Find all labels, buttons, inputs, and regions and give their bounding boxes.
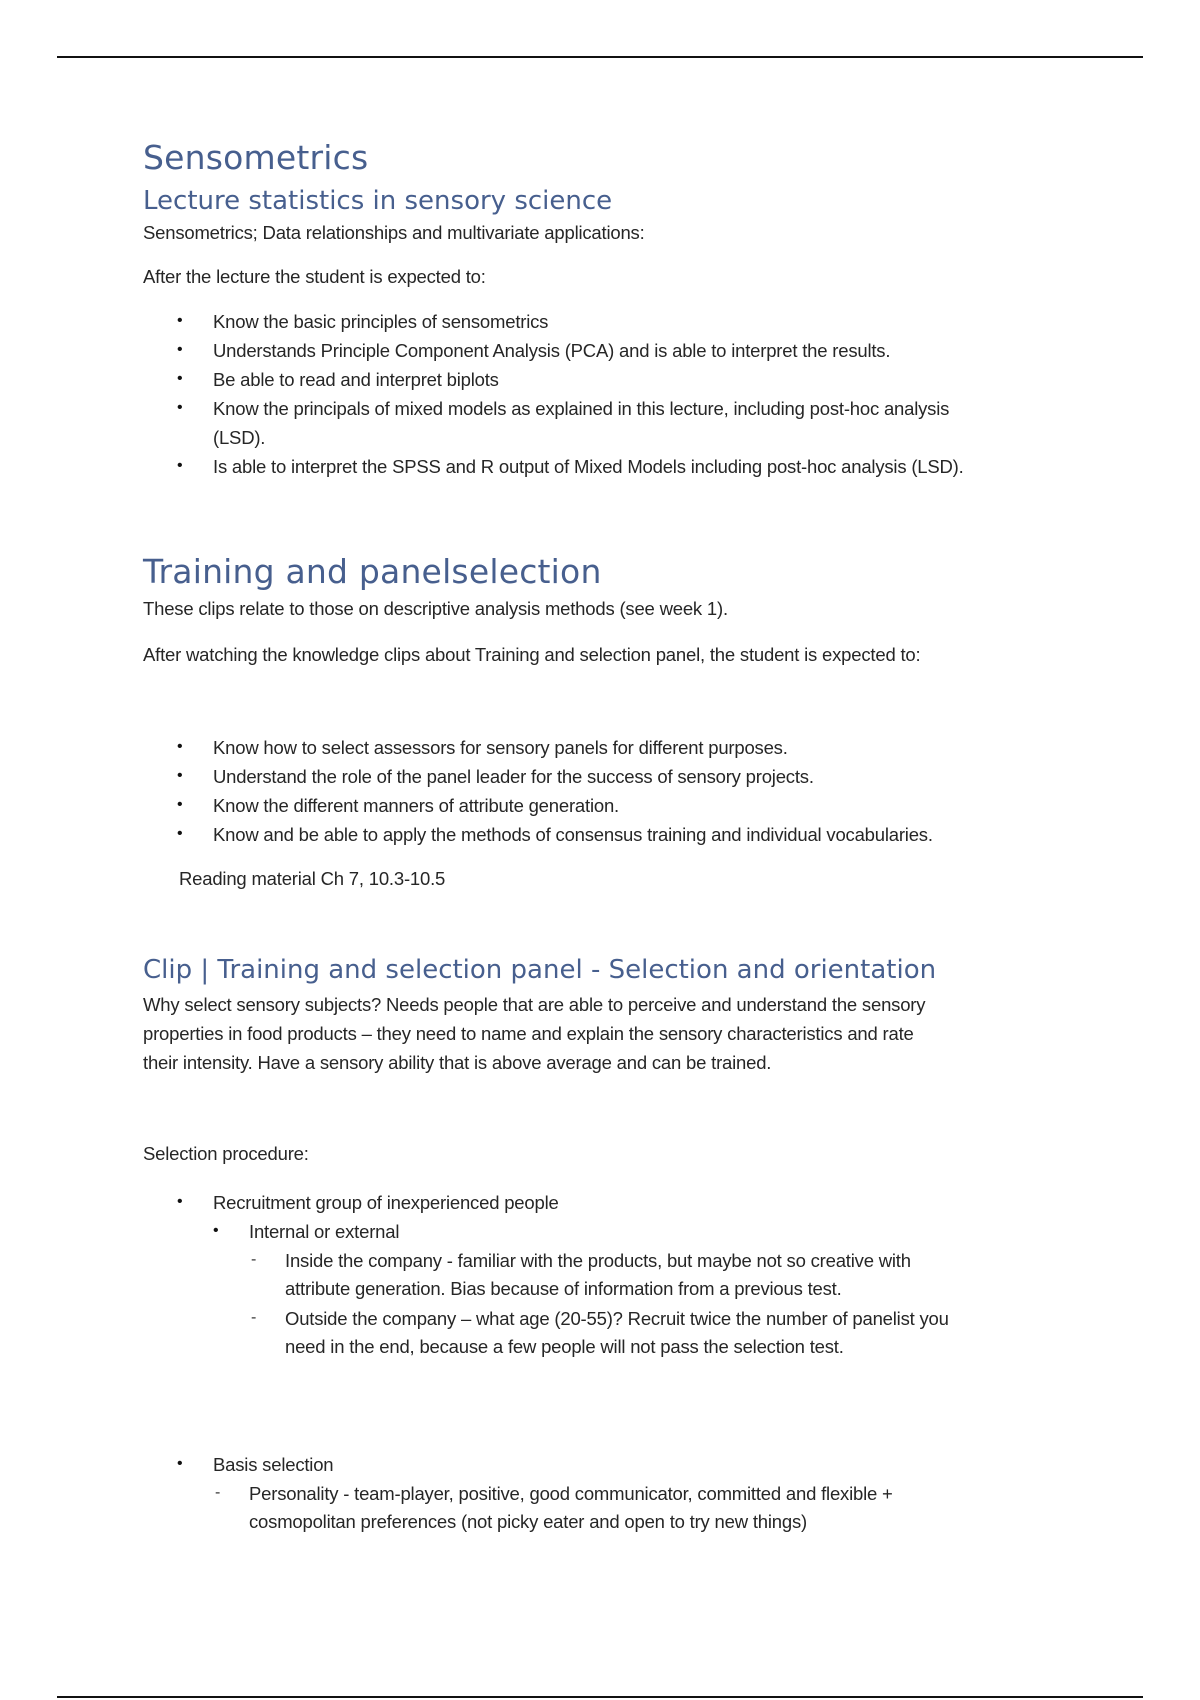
bullet-icon: • (177, 738, 183, 755)
intro-text: Sensometrics; Data relationships and multivariate applications: (143, 222, 645, 243)
reading-material: Reading material Ch 7, 10.3-10.5 (179, 868, 446, 889)
heading-clip: Clip | Training and selection panel - Selection and orientation (143, 955, 937, 985)
bullet-icon: • (177, 457, 183, 474)
clip-paragraph-line-2: properties in food products – they need to name and explain the sensory characteristics and rate (143, 1023, 914, 1044)
selection-procedure-label: Selection procedure: (143, 1143, 309, 1164)
subheading-lecture: Lecture statistics in sensory science (143, 186, 613, 216)
dash-marker: - (251, 1251, 257, 1268)
dash-marker: - (215, 1484, 221, 1501)
dash-marker: - (251, 1309, 257, 1326)
bullet-icon: • (177, 312, 183, 329)
bullet-icon: • (177, 1193, 183, 1210)
training-lead: After watching the knowledge clips about Training and selection panel, the student is expected to: (143, 644, 921, 665)
heading-sensometrics: Sensometrics (143, 138, 369, 177)
bullet-icon: • (177, 796, 183, 813)
clip-paragraph-line-3: their intensity. Have a sensory ability that is above average and can be trained. (143, 1052, 772, 1073)
bullet-icon: • (177, 767, 183, 784)
bullet-icon: • (177, 825, 183, 842)
bullet-icon: • (177, 341, 183, 358)
header-rule (57, 56, 1143, 58)
training-intro: These clips relate to those on descriptive analysis methods (see week 1). (143, 598, 728, 619)
bullet-icon: • (177, 399, 183, 416)
bullet-icon: • (177, 1455, 183, 1472)
bullet-icon: • (213, 1222, 219, 1239)
footer-rule (57, 1696, 1143, 1698)
clip-paragraph-line-1: Why select sensory subjects? Needs people that are able to perceive and understand the sensory (143, 994, 926, 1015)
bullet-icon: • (177, 370, 183, 387)
lead-text: After the lecture the student is expected to: (143, 266, 486, 287)
heading-training: Training and panelselection (143, 552, 602, 591)
